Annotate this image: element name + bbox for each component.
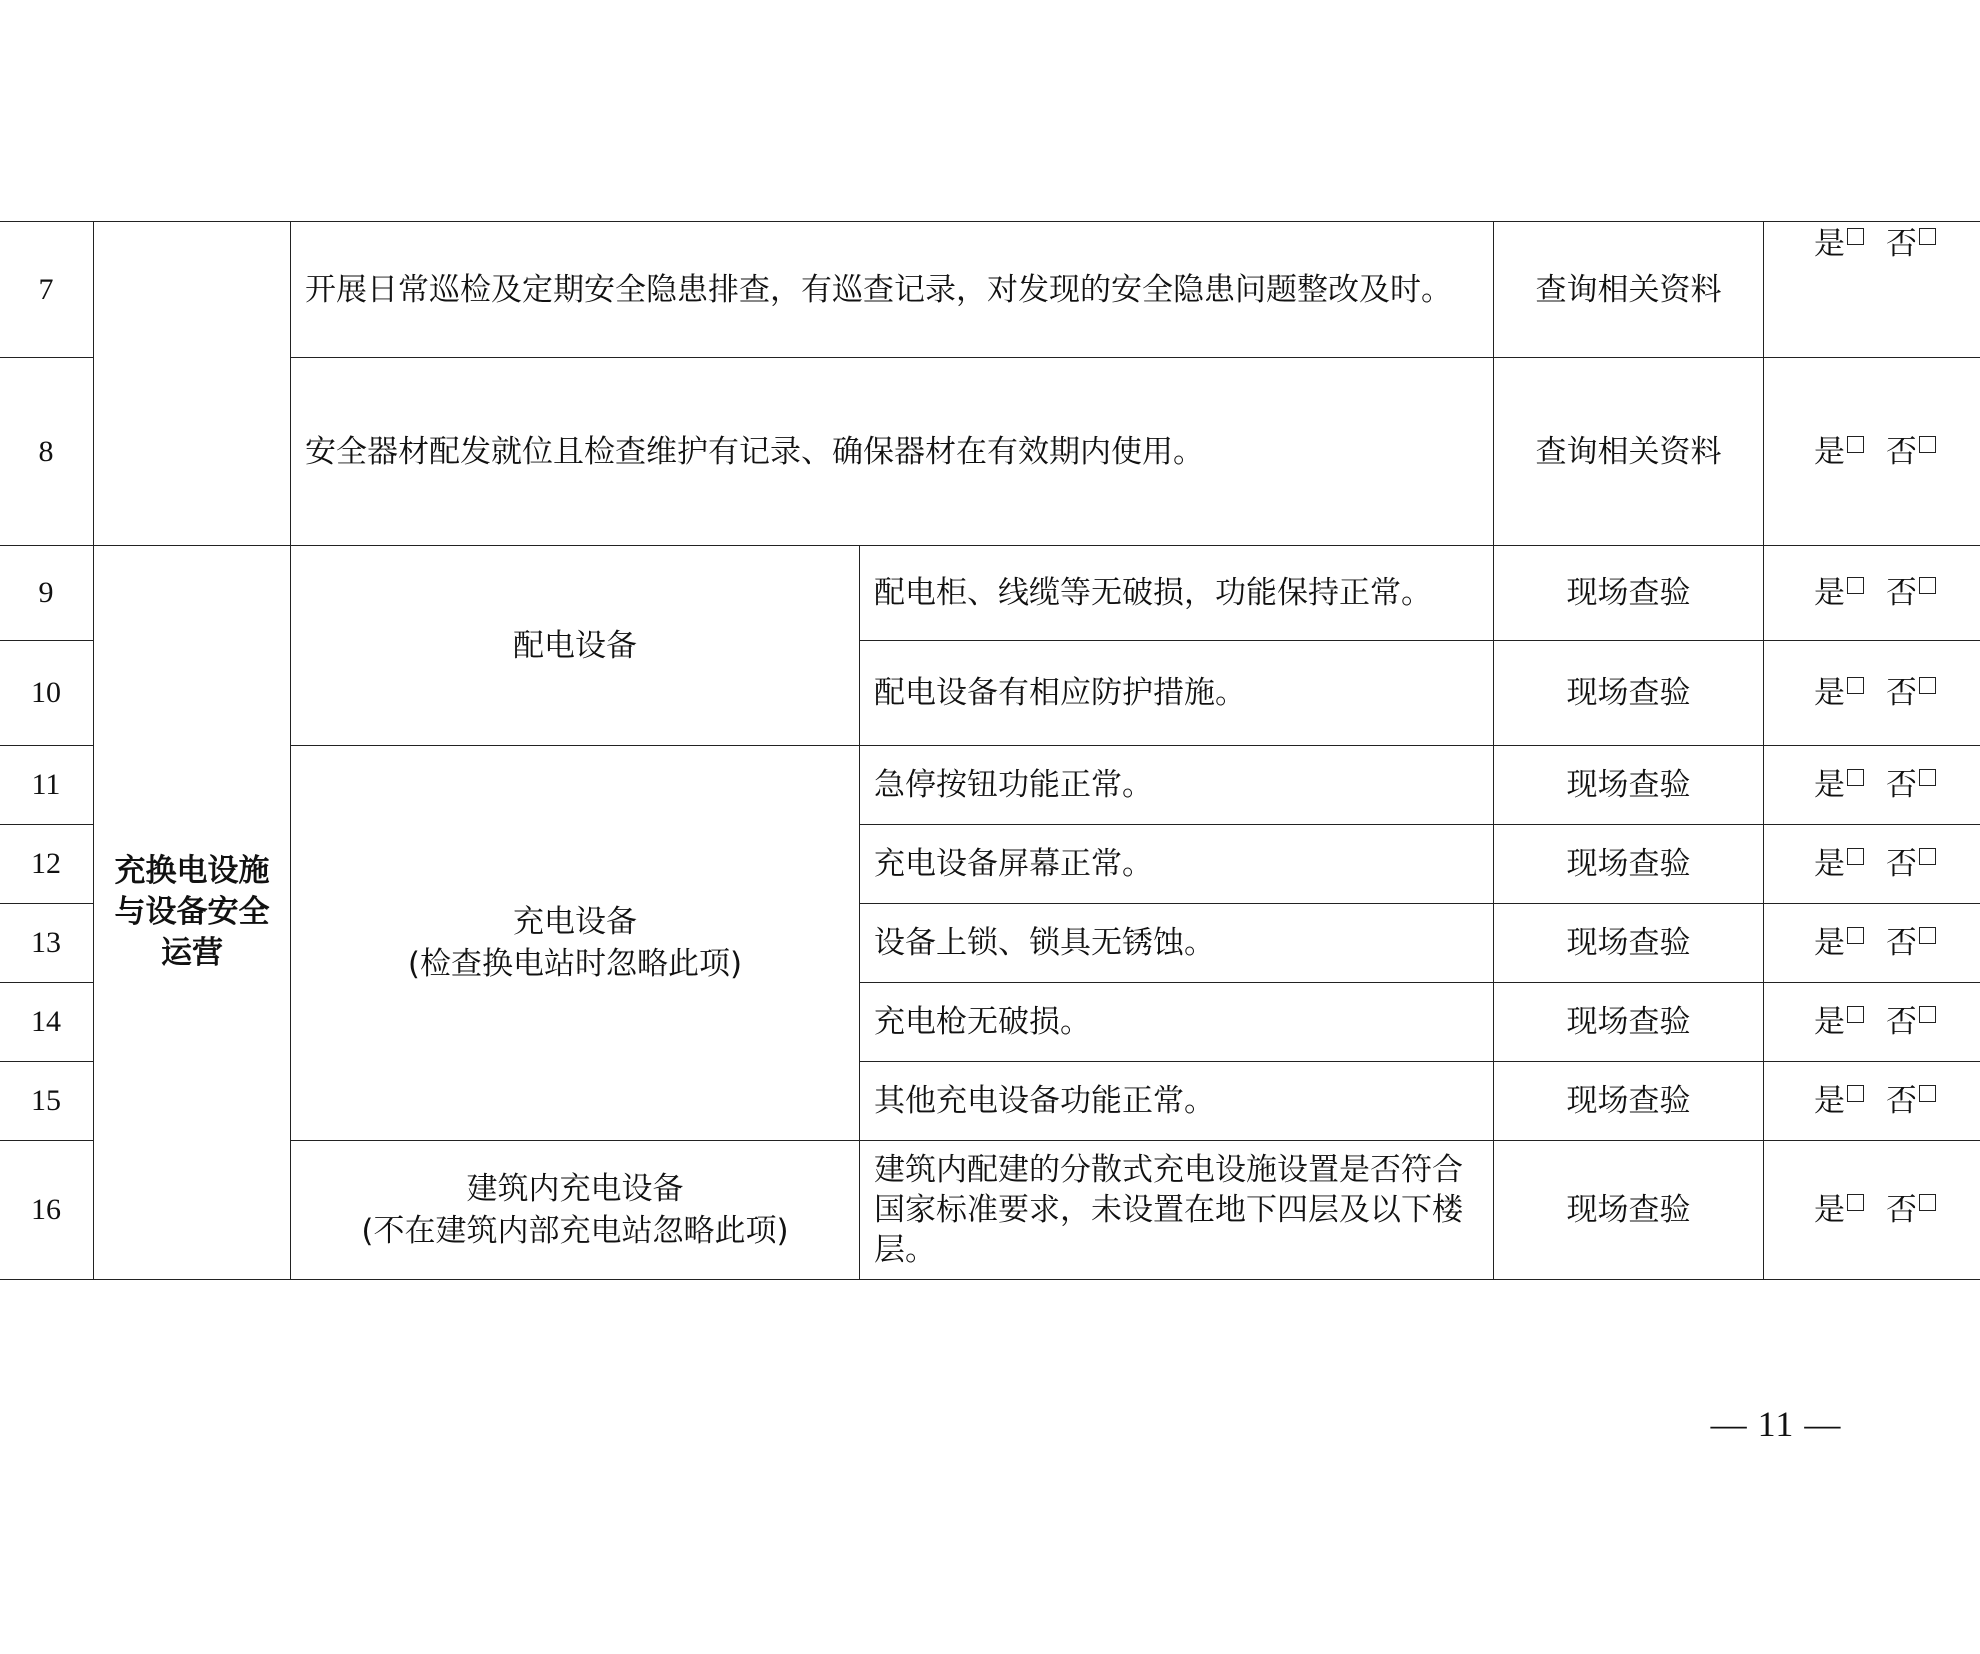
check-method: 查询相关资料	[1494, 222, 1764, 358]
no-checkbox[interactable]	[1919, 1194, 1936, 1211]
yes-checkbox[interactable]	[1847, 1194, 1864, 1211]
no-option[interactable]	[1886, 1081, 1936, 1121]
category-line-2: 与设备安全	[114, 894, 270, 930]
no-label: 否	[1886, 1083, 1917, 1119]
no-label: 否	[1886, 433, 1917, 470]
inspection-table	[0, 221, 1980, 1280]
no-checkbox[interactable]	[1919, 436, 1936, 453]
check-item: 安全器材配发就位且检查维护有记录、确保器材在有效期内使用。	[291, 358, 1494, 546]
check-item: 设备上锁、锁具无锈蚀。	[860, 904, 1494, 983]
yes-option[interactable]	[1814, 923, 1864, 963]
check-method: 现场查验	[1494, 825, 1764, 904]
check-item: 充电设备屏幕正常。	[860, 825, 1494, 904]
yes-option[interactable]	[1814, 844, 1864, 884]
no-label: 否	[1886, 925, 1917, 961]
category-line-3: 运营	[161, 935, 223, 971]
subcategory-label: 建筑内充电设备	[466, 1171, 684, 1207]
yes-checkbox[interactable]	[1847, 1085, 1864, 1102]
page-number: — 11 —	[1710, 1404, 1842, 1444]
yes-option[interactable]	[1814, 1190, 1864, 1230]
row-number: 13	[0, 904, 94, 983]
no-label: 否	[1886, 767, 1917, 803]
check-method: 现场查验	[1494, 746, 1764, 825]
yes-label: 是	[1814, 433, 1845, 470]
check-item: 其他充电设备功能正常。	[860, 1062, 1494, 1141]
check-method: 现场查验	[1494, 1062, 1764, 1141]
result-cell	[1764, 904, 1980, 983]
result-cell	[1764, 746, 1980, 825]
no-checkbox[interactable]	[1919, 927, 1936, 944]
subcategory-charging	[291, 746, 860, 1141]
yes-checkbox[interactable]	[1847, 769, 1864, 786]
row-number: 9	[0, 546, 94, 641]
row-number: 12	[0, 825, 94, 904]
yes-label: 是	[1814, 1192, 1845, 1228]
check-method: 查询相关资料	[1494, 358, 1764, 546]
table-row	[0, 746, 1980, 825]
check-item: 建筑内配建的分散式充电设施设置是否符合国家标准要求，未设置在地下四层及以下楼层。	[860, 1141, 1494, 1280]
subcategory-note: (不在建筑内部充电站忽略此项)	[361, 1213, 789, 1249]
result-cell	[1764, 641, 1980, 746]
no-label: 否	[1886, 1192, 1917, 1228]
yes-label: 是	[1814, 1083, 1845, 1119]
subcategory-note: (检查换电站时忽略此项)	[407, 946, 743, 982]
no-option[interactable]	[1886, 844, 1936, 884]
no-checkbox[interactable]	[1919, 1085, 1936, 1102]
check-item: 配电设备有相应防护措施。	[860, 641, 1494, 746]
check-item: 急停按钮功能正常。	[860, 746, 1494, 825]
yes-checkbox[interactable]	[1847, 228, 1864, 245]
check-method: 现场查验	[1494, 904, 1764, 983]
no-checkbox[interactable]	[1919, 577, 1936, 594]
result-cell	[1764, 1141, 1980, 1280]
yes-label: 是	[1814, 1004, 1845, 1040]
table-row	[0, 222, 1980, 358]
yes-label: 是	[1814, 925, 1845, 961]
yes-option[interactable]	[1814, 432, 1864, 472]
category-cell-empty	[94, 222, 291, 546]
yes-label: 是	[1814, 226, 1845, 262]
result-cell	[1764, 1062, 1980, 1141]
no-option[interactable]	[1886, 573, 1936, 613]
yes-option[interactable]	[1814, 1002, 1864, 1042]
row-number: 8	[0, 358, 94, 546]
check-method: 现场查验	[1494, 641, 1764, 746]
no-label: 否	[1886, 226, 1917, 262]
yes-checkbox[interactable]	[1847, 436, 1864, 453]
no-option[interactable]	[1886, 432, 1936, 472]
no-label: 否	[1886, 1004, 1917, 1040]
no-option[interactable]	[1886, 224, 1936, 264]
row-number: 11	[0, 746, 94, 825]
result-cell	[1764, 983, 1980, 1062]
yes-option[interactable]	[1814, 573, 1864, 613]
no-label: 否	[1886, 846, 1917, 882]
yes-option[interactable]	[1814, 1081, 1864, 1121]
check-method: 现场查验	[1494, 1141, 1764, 1280]
category-line-1: 充换电设施	[114, 853, 270, 889]
category-cell	[94, 546, 291, 1280]
yes-checkbox[interactable]	[1847, 848, 1864, 865]
subcategory-label: 配电设备	[513, 627, 637, 664]
yes-label: 是	[1814, 575, 1845, 611]
no-checkbox[interactable]	[1919, 677, 1936, 694]
no-option[interactable]	[1886, 1002, 1936, 1042]
result-cell	[1764, 546, 1980, 641]
yes-label: 是	[1814, 767, 1845, 803]
yes-label: 是	[1814, 675, 1845, 711]
result-cell	[1764, 358, 1980, 546]
row-number: 16	[0, 1141, 94, 1280]
yes-checkbox[interactable]	[1847, 1006, 1864, 1023]
check-item: 配电柜、线缆等无破损，功能保持正常。	[860, 546, 1494, 641]
no-checkbox[interactable]	[1919, 848, 1936, 865]
yes-label: 是	[1814, 846, 1845, 882]
no-option[interactable]	[1886, 923, 1936, 963]
no-option[interactable]	[1886, 1190, 1936, 1230]
table-row	[0, 546, 1980, 641]
subcategory-power	[291, 546, 860, 746]
subcategory-building	[291, 1141, 860, 1280]
yes-checkbox[interactable]	[1847, 577, 1864, 594]
no-checkbox[interactable]	[1919, 228, 1936, 245]
no-option[interactable]	[1886, 673, 1936, 713]
row-number: 7	[0, 222, 94, 358]
yes-checkbox[interactable]	[1847, 927, 1864, 944]
result-cell	[1764, 825, 1980, 904]
check-item: 开展日常巡检及定期安全隐患排查，有巡查记录，对发现的安全隐患问题整改及时。	[291, 222, 1494, 358]
row-number: 14	[0, 983, 94, 1062]
result-cell	[1764, 222, 1980, 358]
subcategory-label: 充电设备	[513, 904, 637, 940]
no-option[interactable]	[1886, 765, 1936, 805]
check-item: 充电枪无破损。	[860, 983, 1494, 1062]
table-row	[0, 358, 1980, 546]
yes-checkbox[interactable]	[1847, 677, 1864, 694]
row-number: 10	[0, 641, 94, 746]
no-checkbox[interactable]	[1919, 769, 1936, 786]
table-row	[0, 1141, 1980, 1280]
check-method: 现场查验	[1494, 546, 1764, 641]
no-label: 否	[1886, 675, 1917, 711]
yes-option[interactable]	[1814, 673, 1864, 713]
check-method: 现场查验	[1494, 983, 1764, 1062]
yes-option[interactable]	[1814, 765, 1864, 805]
row-number: 15	[0, 1062, 94, 1141]
no-checkbox[interactable]	[1919, 1006, 1936, 1023]
yes-option[interactable]	[1814, 224, 1864, 264]
no-label: 否	[1886, 575, 1917, 611]
